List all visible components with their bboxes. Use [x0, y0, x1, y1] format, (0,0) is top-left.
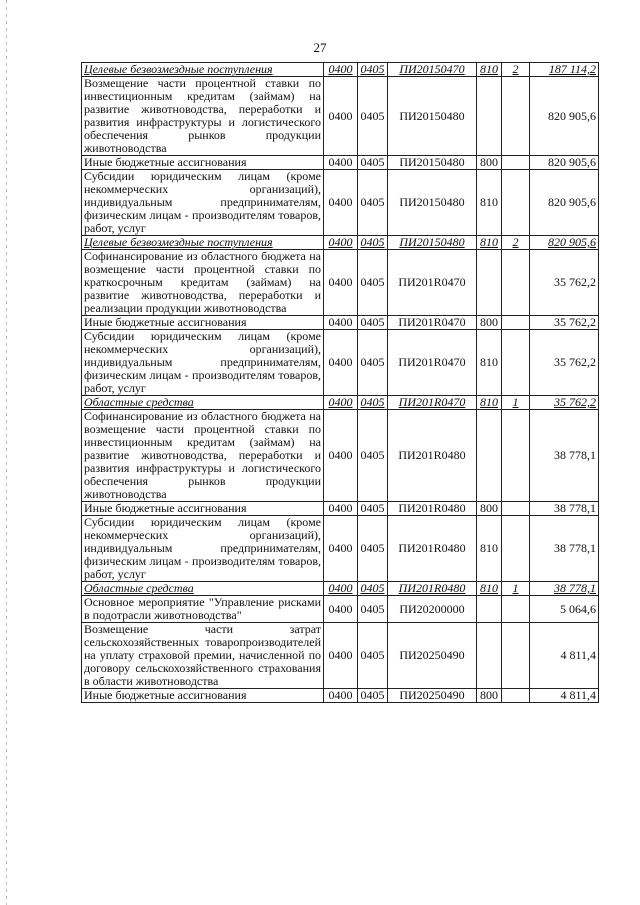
- row-target-article-code: ПИ201R0470: [388, 316, 477, 330]
- row-ved-code: 0400: [324, 689, 358, 703]
- row-funding-source-code: [502, 596, 530, 623]
- table-row: [82, 77, 599, 156]
- table-row: [82, 689, 599, 703]
- row-funding-source-code: [502, 502, 530, 516]
- row-ved-code: 0400: [324, 330, 358, 396]
- row-amount: 38 778,1: [530, 410, 599, 502]
- row-target-article-code: ПИ20250490: [388, 689, 477, 703]
- row-name: Возмещение части затрат сельскохозяйственных товаропроизводителей на уплату страховой премии, начисленной по договору сельскохозяйственного страхования в области животноводства: [82, 623, 324, 689]
- row-target-article-code: ПИ20150480: [388, 236, 477, 250]
- row-expense-type-code: 800: [477, 156, 502, 170]
- row-ved-code: 0400: [324, 236, 358, 250]
- table-row: [82, 502, 599, 516]
- table-row: [82, 396, 599, 410]
- row-funding-source-code: [502, 623, 530, 689]
- row-section-code: 0405: [358, 236, 388, 250]
- row-funding-source-code: [502, 330, 530, 396]
- row-section-code: 0405: [358, 170, 388, 236]
- row-ved-code: 0400: [324, 582, 358, 596]
- row-expense-type-code: [477, 250, 502, 316]
- table-row: [82, 623, 599, 689]
- row-name: Субсидии юридическим лицам (кроме некоммерческих организаций), индивидуальным предпринимателям, физическим лицам - производителям товаров, работ, услуг: [82, 516, 324, 582]
- row-expense-type-code: 800: [477, 502, 502, 516]
- row-name: Целевые безвозмездные поступления: [82, 63, 324, 77]
- row-amount: 820 905,6: [530, 77, 599, 156]
- row-ved-code: 0400: [324, 63, 358, 77]
- row-expense-type-code: [477, 410, 502, 502]
- row-name: Субсидии юридическим лицам (кроме некоммерческих организаций), индивидуальным предпринимателям, физическим лицам - производителям товаров, работ, услуг: [82, 170, 324, 236]
- row-name: Возмещение части процентной ставки по инвестиционным кредитам (займам) на развитие животноводства, переработки и развития инфраструктуры и логистического обеспечения рынков продукции животноводства: [82, 77, 324, 156]
- row-section-code: 0405: [358, 502, 388, 516]
- row-target-article-code: ПИ201R0480: [388, 502, 477, 516]
- row-target-article-code: ПИ201R0470: [388, 396, 477, 410]
- table-row: [82, 63, 599, 77]
- row-funding-source-code: 2: [502, 236, 530, 250]
- row-funding-source-code: [502, 316, 530, 330]
- row-target-article-code: ПИ201R0480: [388, 516, 477, 582]
- table-row: [82, 410, 599, 502]
- row-name: Иные бюджетные ассигнования: [82, 316, 324, 330]
- row-target-article-code: ПИ20150480: [388, 156, 477, 170]
- row-name: Целевые безвозмездные поступления: [82, 236, 324, 250]
- row-target-article-code: ПИ201R0480: [388, 410, 477, 502]
- row-ved-code: 0400: [324, 410, 358, 502]
- row-section-code: 0405: [358, 396, 388, 410]
- row-section-code: 0405: [358, 330, 388, 396]
- row-funding-source-code: [502, 170, 530, 236]
- row-section-code: 0405: [358, 689, 388, 703]
- budget-table-body: [82, 63, 599, 703]
- table-row: [82, 596, 599, 623]
- row-funding-source-code: [502, 516, 530, 582]
- table-row: [82, 316, 599, 330]
- table-row: [82, 330, 599, 396]
- row-name: Областные средства: [82, 582, 324, 596]
- row-amount: 5 064,6: [530, 596, 599, 623]
- row-amount: 820 905,6: [530, 156, 599, 170]
- row-name: Иные бюджетные ассигнования: [82, 689, 324, 703]
- row-name: Иные бюджетные ассигнования: [82, 156, 324, 170]
- row-section-code: 0405: [358, 77, 388, 156]
- row-funding-source-code: [502, 689, 530, 703]
- row-expense-type-code: 810: [477, 236, 502, 250]
- row-section-code: 0405: [358, 316, 388, 330]
- row-amount: 4 811,4: [530, 689, 599, 703]
- row-ved-code: 0400: [324, 250, 358, 316]
- row-target-article-code: ПИ20150470: [388, 63, 477, 77]
- row-name: Основное мероприятие "Управление рисками в подотрасли животноводства": [82, 596, 324, 623]
- row-target-article-code: ПИ20250490: [388, 623, 477, 689]
- row-amount: 35 762,2: [530, 250, 599, 316]
- table-row: [82, 250, 599, 316]
- row-amount: 38 778,1: [530, 582, 599, 596]
- row-funding-source-code: 2: [502, 63, 530, 77]
- row-expense-type-code: [477, 596, 502, 623]
- table-row: [82, 156, 599, 170]
- row-expense-type-code: 800: [477, 316, 502, 330]
- row-name: Софинансирование из областного бюджета на возмещение части процентной ставки по инвестиционным кредитам (займам) на развитие животноводства, переработки и развития инфраструктуры и логистического обеспечения рынков продукции животноводства: [82, 410, 324, 502]
- row-funding-source-code: [502, 410, 530, 502]
- row-amount: 38 778,1: [530, 502, 599, 516]
- row-name: Софинансирование из областного бюджета на возмещение части процентной ставки по краткосрочным кредитам (займам) на развитие животноводства, переработки и реализации продукции животноводства: [82, 250, 324, 316]
- row-amount: 35 762,2: [530, 330, 599, 396]
- row-ved-code: 0400: [324, 502, 358, 516]
- row-amount: 35 762,2: [530, 316, 599, 330]
- row-section-code: 0405: [358, 582, 388, 596]
- row-section-code: 0405: [358, 410, 388, 502]
- row-funding-source-code: [502, 156, 530, 170]
- row-amount: 35 762,2: [530, 396, 599, 410]
- row-name: Иные бюджетные ассигнования: [82, 502, 324, 516]
- row-amount: 38 778,1: [530, 516, 599, 582]
- row-section-code: 0405: [358, 250, 388, 316]
- row-target-article-code: ПИ201R0470: [388, 330, 477, 396]
- row-section-code: 0405: [358, 156, 388, 170]
- row-target-article-code: ПИ20150480: [388, 170, 477, 236]
- row-expense-type-code: [477, 623, 502, 689]
- row-expense-type-code: 810: [477, 396, 502, 410]
- row-target-article-code: ПИ201R0480: [388, 582, 477, 596]
- row-expense-type-code: 810: [477, 516, 502, 582]
- row-ved-code: 0400: [324, 396, 358, 410]
- row-expense-type-code: 810: [477, 330, 502, 396]
- row-name: Субсидии юридическим лицам (кроме некоммерческих организаций), индивидуальным предпринимателям, физическим лицам - производителям товаров, работ, услуг: [82, 330, 324, 396]
- row-section-code: 0405: [358, 596, 388, 623]
- row-amount: 820 905,6: [530, 236, 599, 250]
- row-ved-code: 0400: [324, 170, 358, 236]
- row-section-code: 0405: [358, 623, 388, 689]
- row-expense-type-code: 800: [477, 689, 502, 703]
- row-expense-type-code: 810: [477, 170, 502, 236]
- page-number: 27: [313, 40, 327, 55]
- row-ved-code: 0400: [324, 623, 358, 689]
- budget-table: [81, 62, 599, 703]
- row-section-code: 0405: [358, 63, 388, 77]
- row-name: Областные средства: [82, 396, 324, 410]
- row-target-article-code: ПИ201R0470: [388, 250, 477, 316]
- row-expense-type-code: 810: [477, 582, 502, 596]
- row-expense-type-code: 810: [477, 63, 502, 77]
- table-row: [82, 582, 599, 596]
- row-funding-source-code: 1: [502, 582, 530, 596]
- table-row: [82, 516, 599, 582]
- row-amount: 4 811,4: [530, 623, 599, 689]
- table-row: [82, 170, 599, 236]
- row-ved-code: 0400: [324, 596, 358, 623]
- row-ved-code: 0400: [324, 516, 358, 582]
- row-section-code: 0405: [358, 516, 388, 582]
- row-target-article-code: ПИ20150480: [388, 77, 477, 156]
- row-amount: 820 905,6: [530, 170, 599, 236]
- row-ved-code: 0400: [324, 316, 358, 330]
- row-target-article-code: ПИ20200000: [388, 596, 477, 623]
- binding-edge-mark: [6, 0, 7, 905]
- row-funding-source-code: [502, 77, 530, 156]
- row-funding-source-code: 1: [502, 396, 530, 410]
- row-amount: 187 114,2: [530, 63, 599, 77]
- row-ved-code: 0400: [324, 156, 358, 170]
- row-expense-type-code: [477, 77, 502, 156]
- row-funding-source-code: [502, 250, 530, 316]
- row-ved-code: 0400: [324, 77, 358, 156]
- table-row: [82, 236, 599, 250]
